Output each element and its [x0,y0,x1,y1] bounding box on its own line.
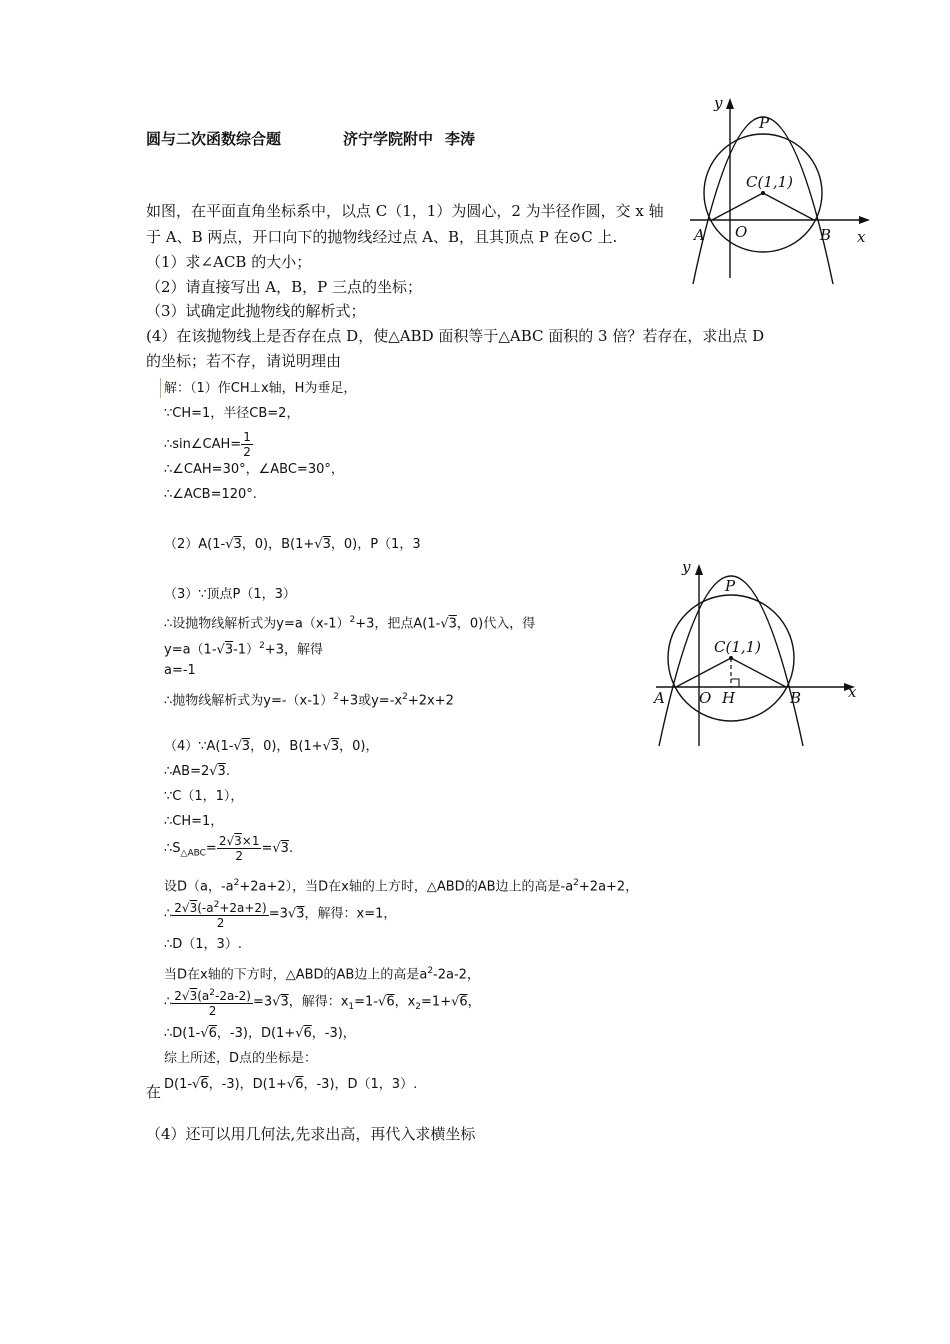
sol4-line-3: ∵C（1，1）， [164,789,244,804]
problem-line-6: (4）在该抛物线上是否存在点 D，使△ABD 面积等于△ABC 面积的 3 倍？若存在，求出点 D [146,327,765,345]
fig1-center-dot [761,191,765,195]
header-line [146,128,475,149]
figure-2 [652,556,864,752]
sol3-line-3: $y=a(1-√3-1)^2+3$，解得 [164,641,323,658]
fig2-y-arrow [695,564,703,575]
problem-line-7: 的坐标；若不存，请说明理由 [146,352,342,370]
problem-line-4: （2）请直接写出 A，B，P 三点的坐标； [146,278,423,296]
fig1-segment-cb [763,193,814,220]
fig1-p-label: P [759,114,770,132]
sol4-line-11: ∴D(1-√6，-3)，D(1+√6，-3)， [164,1026,356,1041]
fig1-y-arrow [726,98,734,109]
fig1-a-label: A [694,226,705,244]
sol4-line-5: $\therefore S_{\triangle ABC}=$ $\frac{2√3\times 1}{2}$ =√3. [164,834,294,863]
fig2-y-label: y [682,558,691,576]
fig2-right-angle-mark [731,679,739,687]
problem-line-2: 于 A、B 两点，开口向下的抛物线经过点 A、B，且其顶点 P 在⊙C 上. [146,228,618,246]
fig1-c-label: C(1,1) [746,173,794,191]
problem-line-3: （1）求∠ACB 的大小； [146,253,312,271]
sol4-line-13: D(1-√6，-3)，D(1+√6，-3)，D（1，3）. [164,1077,418,1092]
sol1-line-4: ∴∠CAH=30°，∠ABC=30°， [164,462,344,477]
fig2-c-label: C(1,1) [714,638,762,656]
sol3-line-4: a=-1 [164,663,196,678]
figure-1 [688,92,874,288]
fig2-center-dot [729,656,733,660]
fig1-parabola [693,117,833,284]
sol4-line-6: 设D（a，$-a^2+2a+2$），当D在x轴的上方时，△ABD的AB边上的高是$-a^2+2a+2$， [164,878,639,895]
sol4-line-12: 综上所述，D点的坐标是： [164,1051,318,1066]
fig1-o-label: O [735,223,748,241]
sol4-line-13-prefix: 在 [146,1083,162,1101]
sol4-line-7: ∴ $\frac{2√3(-a^2+2a+2)}{2}$ =3√3，解得：x=1， [164,900,397,930]
author-name: 李涛 [445,130,476,148]
sol4-line-4: ∴CH=1， [164,814,224,829]
sol4-line-9: 当D在x轴的下方时，△ABD的AB边上的高是$a^2-2a-2$， [164,966,480,983]
fig2-o-label: O [699,689,712,707]
sol1-line-2: ∵CH=1，半径CB=2， [164,406,300,421]
fig2-b-label: B [790,689,802,707]
fig1-b-label: B [820,226,832,244]
sol1-line-1: 解：（1）作CH⊥x轴，H为垂足， [164,381,357,396]
sol4-line-1: （4）∵A(1-√3，0)，B(1+√3，0)， [164,739,379,754]
note-line: （4）还可以用几何法,先求出高，再代入求横坐标 [146,1125,476,1143]
problem-line-5: （3）试确定此抛物线的解析式； [146,302,366,320]
sol2-line: （2）A(1-√3，0)，B(1+√3，0)，P（1，3 [164,537,421,552]
fig1-y-label: y [714,94,723,112]
fig2-x-label: x [848,683,857,701]
solution-marker [160,378,161,398]
problem-line-1: 如图，在平面直角坐标系中，以点 C（1，1）为圆心，2 为半径作圆，交 x 轴 [146,202,664,220]
sol4-line-10: ∴ $\frac{2√3(a^2-2a-2)}{2}$ =3√3，解得：$x_1=1-√6$，$x_2=1+√6$， [164,988,481,1018]
sol3-line-2: ∴设抛物线解析式为$y=a(x-1)^2+3$，把点A(1-√3，0)代入，得 [164,615,536,632]
fig2-a-label: A [654,689,665,707]
sol1-line-5: ∴∠ACB=120°. [164,487,257,502]
fig2-p-label: P [725,577,736,595]
fig2-segment-ca [676,658,731,687]
fig1-x-arrow [859,216,870,224]
school-name: 济宁学院附中 [343,130,434,148]
sol4-line-2: ∴AB=2√3. [164,764,230,779]
sol3-line-1: （3）∵顶点P（1，3） [164,587,296,602]
sol3-line-5: ∴抛物线解析式为$y=-(x-1)^2+3$或$y=-x^2+2x+2$ [164,692,454,709]
fig1-x-label: x [857,228,866,246]
page-title: 圆与二次函数综合题 [146,130,282,148]
fig1-segment-ca [712,193,763,220]
fig2-h-label: H [722,689,736,707]
sol1-line-3: ∴sin∠CAH= $\frac{1}{2}$ [164,430,251,459]
sol4-line-8: ∴D（1，3）. [164,937,242,952]
